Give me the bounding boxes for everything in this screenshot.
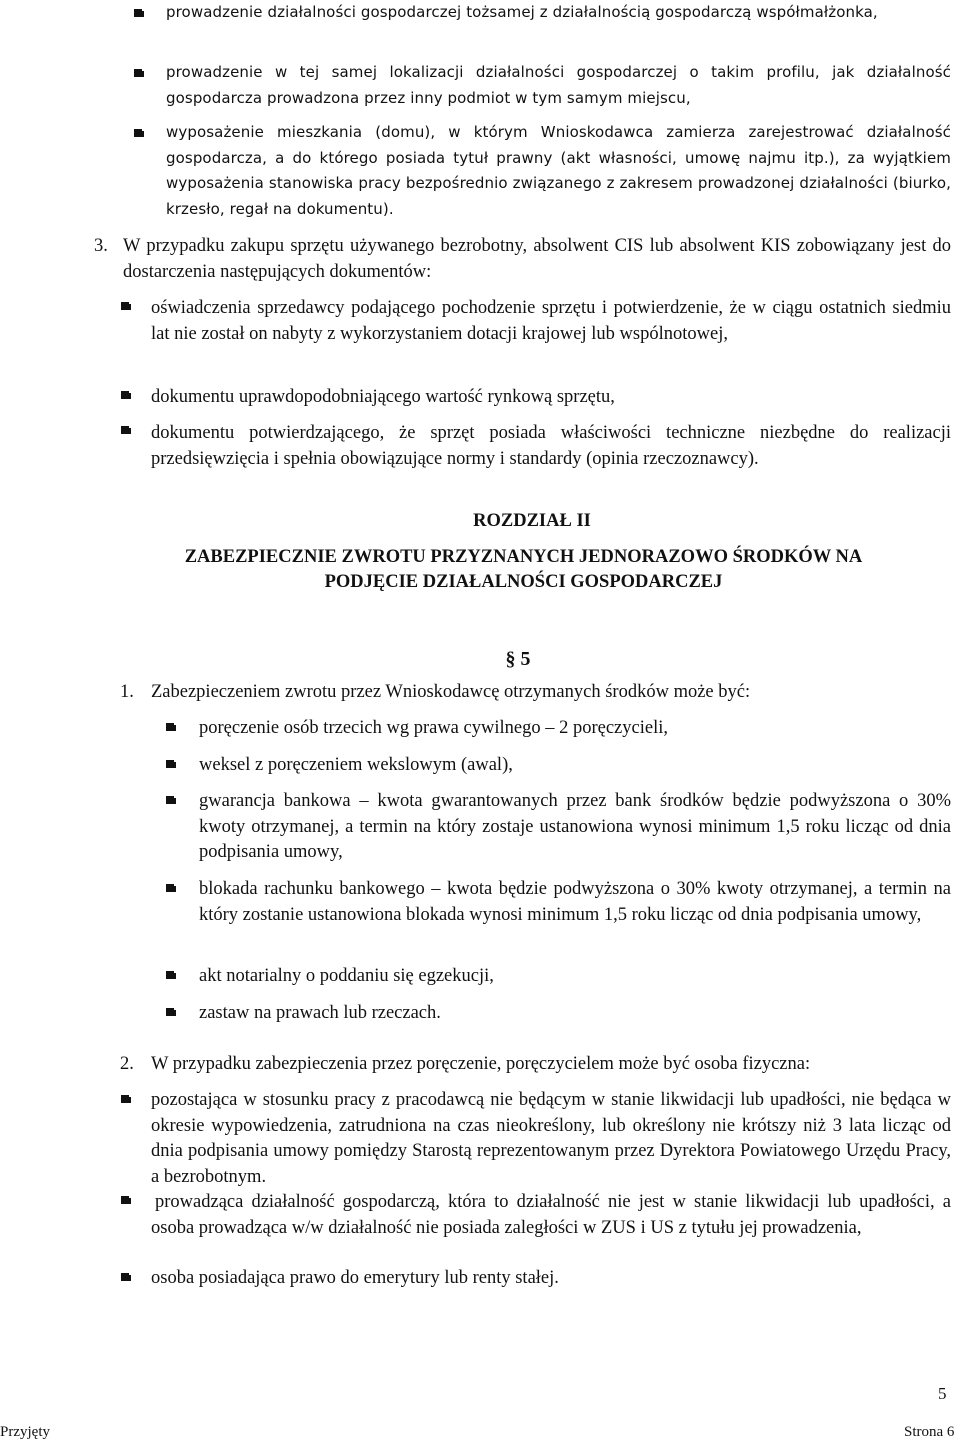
point-number: 3. bbox=[94, 236, 108, 256]
list-item: osoba posiadająca prawo do emerytury lub renty stałej. bbox=[151, 1268, 559, 1288]
chapter-subtitle: PODJĘCIE DZIAŁALNOŚCI GOSPODARCZEJ bbox=[324, 572, 723, 592]
list-item: prowadzenie działalności gospodarczej tożsamej z działalnością gospodarczą współmałżonka, bbox=[166, 3, 878, 21]
footer-right: Strona 6 bbox=[904, 1424, 955, 1440]
section-mark: § 5 bbox=[505, 648, 531, 670]
bullet-marker bbox=[134, 69, 142, 77]
paragraph: W przypadku zabezpieczenia przez poręczenie, poręczycielem może być osoba fizyczna: bbox=[151, 1054, 811, 1074]
chapter-title: ROZDZIAŁ II bbox=[473, 511, 591, 531]
list-item: dokumentu uprawdopodobniającego wartość rynkową sprzętu, bbox=[151, 387, 615, 407]
bullet-marker bbox=[121, 1196, 129, 1204]
bullet-marker bbox=[134, 129, 142, 137]
list-item: prowadząca działalność gospodarczą, która to działalność nie jest w stanie likwidacji lub upadłości, a osoba prowadząca w/w działalność nie posiada zaległości w ZUS i US z tytułu jej prowadzenia, bbox=[151, 1192, 951, 1238]
bullet-marker bbox=[134, 9, 142, 17]
list-item: poręczenie osób trzecich wg prawa cywilnego – 2 poręczycieli, bbox=[199, 718, 668, 738]
chapter-subtitle: ZABEZPIECZNIE ZWROTU PRZYZNANYCH JEDNORAZOWO ŚRODKÓW NA bbox=[184, 547, 863, 567]
list-item: weksel z poręczeniem wekslowym (awal), bbox=[199, 755, 513, 775]
bullet-marker bbox=[121, 426, 129, 434]
list-item: blokada rachunku bankowego – kwota będzie podwyższona o 30% kwoty otrzymanej, a termin na który zostanie ustanowiona blokada wynosi minimum 1,5 roku licząc od dnia podpisania umowy, bbox=[199, 879, 951, 925]
list-item: zastaw na prawach lub rzeczach. bbox=[199, 1003, 441, 1023]
paragraph: W przypadku zakupu sprzętu używanego bezrobotny, absolwent CIS lub absolwent KIS zobowiązany jest do dostarczenia następujących dokumentów: bbox=[123, 236, 951, 282]
list-item: prowadzenie w tej samej lokalizacji działalności gospodarczej o takim profilu, jak działalność gospodarcza prowadzona przez inny podmiot w tym samym miejscu, bbox=[166, 63, 951, 107]
bullet-marker bbox=[166, 760, 174, 768]
footer-left: Przyjęty bbox=[0, 1424, 50, 1440]
list-item: oświadczenia sprzedawcy podającego pochodzenie sprzętu i potwierdzenie, że w ciągu ostatnich siedmiu lat nie został on nabyty z wykorzystaniem dotacji krajowej lub wspólnotowej, bbox=[151, 298, 951, 344]
bullet-marker bbox=[121, 302, 129, 310]
bullet-marker bbox=[121, 1095, 129, 1103]
list-item: pozostająca w stosunku pracy z pracodawcą nie będącym w stanie likwidacji lub upadłości, nie będąca w okresie wypowiedzenia, zatrudniona na czas nieokreślony, lub określony nie krótszy niż 3 lata licząc od dnia podpisania umowy pomiędzy Starostą reprezentowanym przez Dyrektora Powiatowego Urzędu Pracy, a bezrobotnym. bbox=[151, 1090, 951, 1187]
point-number: 1. bbox=[120, 682, 134, 702]
bullet-marker bbox=[166, 884, 174, 892]
bullet-marker bbox=[166, 1008, 174, 1016]
bullet-marker bbox=[121, 1273, 129, 1281]
list-item: gwarancja bankowa – kwota gwarantowanych przez bank środków będzie podwyższona o 30% kwoty otrzymanej, a termin na który zostaje ustanowiona wynosi minimum 1,5 roku licząc od dnia podpisania umowy, bbox=[199, 791, 951, 862]
paragraph: Zabezpieczeniem zwrotu przez Wnioskodawcę otrzymanych środków może być: bbox=[151, 682, 751, 702]
list-item: wyposażenie mieszkania (domu), w którym Wnioskodawca zamierza zarejestrować działalność gospodarcza, a do którego posiada tytuł prawny (akt własności, umowę najmu itp.), za wyjątkiem wyposażenia stanowiska pracy bezpośrednio związanego z zakresem prowadzonej działalności (biurko, krzesło, regał na dokumentu). bbox=[166, 123, 951, 218]
list-item: dokumentu potwierdzającego, że sprzęt posiada właściwości techniczne niezbędne do realizacji przedsięwzięcia i spełnia obowiązujące normy i standardy (opinia rzeczoznawcy). bbox=[151, 423, 951, 469]
point-number: 2. bbox=[120, 1054, 134, 1074]
bullet-marker bbox=[121, 391, 129, 399]
list-item: akt notarialny o poddaniu się egzekucji, bbox=[199, 966, 494, 986]
bullet-marker bbox=[166, 723, 174, 731]
bullet-marker bbox=[166, 971, 174, 979]
bullet-marker bbox=[166, 796, 174, 804]
page-number: 5 bbox=[938, 1384, 947, 1403]
